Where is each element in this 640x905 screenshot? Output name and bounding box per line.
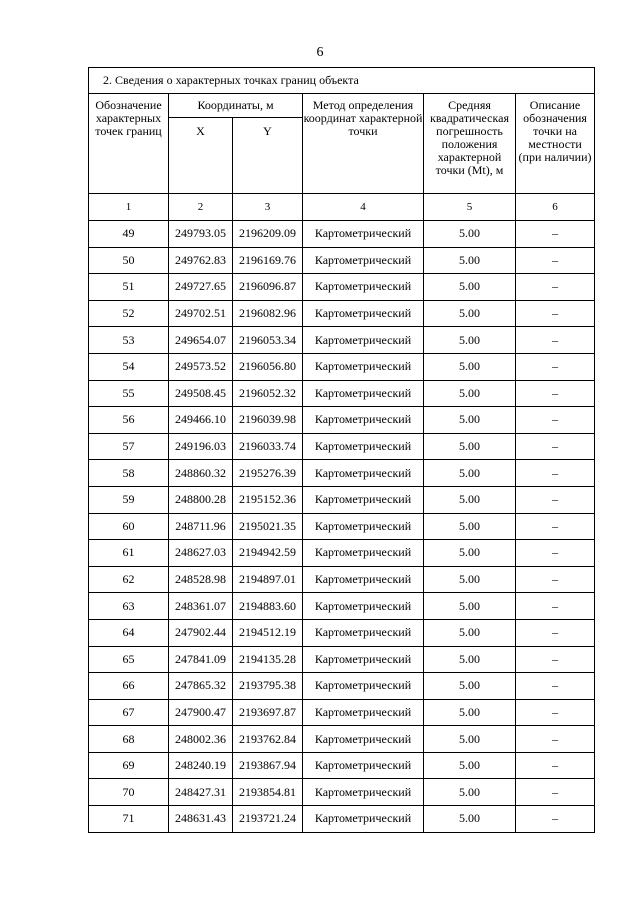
mt-cell: 5.00 (424, 221, 516, 248)
description-cell: – (516, 540, 595, 567)
mt-cell: 5.00 (424, 726, 516, 753)
column-number: 4 (303, 194, 424, 221)
x-cell: 248800.28 (169, 486, 233, 513)
column-number: 2 (169, 194, 233, 221)
description-cell: – (516, 407, 595, 434)
table-row (89, 726, 595, 753)
method-cell: Картометрический (303, 726, 424, 753)
x-cell: 248860.32 (169, 460, 233, 487)
point-cell: 66 (89, 673, 169, 700)
point-cell: 53 (89, 327, 169, 354)
x-cell: 249793.05 (169, 221, 233, 248)
y-cell: 2194512.19 (233, 619, 303, 646)
description-cell: – (516, 274, 595, 301)
method-cell: Картометрический (303, 699, 424, 726)
method-cell: Картометрический (303, 380, 424, 407)
y-cell: 2196052.32 (233, 380, 303, 407)
mt-cell: 5.00 (424, 327, 516, 354)
method-cell: Картометрический (303, 540, 424, 567)
y-cell: 2196039.98 (233, 407, 303, 434)
description-cell: – (516, 247, 595, 274)
mt-cell: 5.00 (424, 646, 516, 673)
column-number: 5 (424, 194, 516, 221)
mt-cell: 5.00 (424, 247, 516, 274)
x-cell: 248711.96 (169, 513, 233, 540)
x-cell: 249573.52 (169, 353, 233, 380)
point-cell: 69 (89, 752, 169, 779)
point-cell: 70 (89, 779, 169, 806)
method-cell: Картометрический (303, 673, 424, 700)
method-cell: Картометрический (303, 752, 424, 779)
x-cell: 249196.03 (169, 433, 233, 460)
method-cell: Картометрический (303, 619, 424, 646)
method-cell: Картометрический (303, 486, 424, 513)
table-row (89, 593, 595, 620)
description-cell: – (516, 752, 595, 779)
column-number: 1 (89, 194, 169, 221)
table-row (89, 221, 595, 248)
table-row (89, 353, 595, 380)
y-cell: 2193854.81 (233, 779, 303, 806)
description-cell: – (516, 646, 595, 673)
y-cell: 2194883.60 (233, 593, 303, 620)
description-cell: – (516, 673, 595, 700)
point-cell: 51 (89, 274, 169, 301)
table-row (89, 274, 595, 301)
x-cell: 249702.51 (169, 300, 233, 327)
description-cell: – (516, 699, 595, 726)
point-cell: 62 (89, 566, 169, 593)
description-cell: – (516, 513, 595, 540)
y-cell: 2196056.80 (233, 353, 303, 380)
y-cell: 2194942.59 (233, 540, 303, 567)
y-cell: 2195021.35 (233, 513, 303, 540)
point-cell: 71 (89, 806, 169, 833)
point-cell: 58 (89, 460, 169, 487)
x-cell: 249508.45 (169, 380, 233, 407)
table-row (89, 433, 595, 460)
y-cell: 2196082.96 (233, 300, 303, 327)
mt-cell: 5.00 (424, 513, 516, 540)
description-cell: – (516, 327, 595, 354)
table-row (89, 327, 595, 354)
point-cell: 63 (89, 593, 169, 620)
header-accuracy: Средняя квадратическая погрешность положения характерной точки (Mt), м (424, 94, 516, 194)
mt-cell: 5.00 (424, 593, 516, 620)
header-point-designation: Обозначение характерных точек границ (89, 94, 169, 194)
description-cell: – (516, 221, 595, 248)
mt-cell: 5.00 (424, 486, 516, 513)
mt-cell: 5.00 (424, 566, 516, 593)
column-number: 3 (233, 194, 303, 221)
x-cell: 247865.32 (169, 673, 233, 700)
point-cell: 50 (89, 247, 169, 274)
header-method: Метод определения координат характерной точки (303, 94, 424, 194)
y-cell: 2196209.09 (233, 221, 303, 248)
description-cell: – (516, 619, 595, 646)
method-cell: Картометрический (303, 513, 424, 540)
method-cell: Картометрический (303, 806, 424, 833)
x-cell: 248361.07 (169, 593, 233, 620)
method-cell: Картометрический (303, 221, 424, 248)
x-cell: 249727.65 (169, 274, 233, 301)
x-cell: 248631.43 (169, 806, 233, 833)
y-cell: 2195152.36 (233, 486, 303, 513)
x-cell: 249762.83 (169, 247, 233, 274)
x-cell: 248528.98 (169, 566, 233, 593)
x-cell: 248627.03 (169, 540, 233, 567)
y-cell: 2196033.74 (233, 433, 303, 460)
table-row (89, 566, 595, 593)
x-cell: 248427.31 (169, 779, 233, 806)
point-cell: 54 (89, 353, 169, 380)
y-cell: 2196096.87 (233, 274, 303, 301)
point-cell: 56 (89, 407, 169, 434)
mt-cell: 5.00 (424, 779, 516, 806)
method-cell: Картометрический (303, 274, 424, 301)
table-row (89, 752, 595, 779)
description-cell: – (516, 460, 595, 487)
table-row (89, 300, 595, 327)
method-cell: Картометрический (303, 779, 424, 806)
point-cell: 67 (89, 699, 169, 726)
table-row (89, 486, 595, 513)
mt-cell: 5.00 (424, 380, 516, 407)
mt-cell: 5.00 (424, 699, 516, 726)
point-cell: 55 (89, 380, 169, 407)
point-cell: 49 (89, 221, 169, 248)
y-cell: 2194897.01 (233, 566, 303, 593)
description-cell: – (516, 300, 595, 327)
description-cell: – (516, 380, 595, 407)
method-cell: Картометрический (303, 593, 424, 620)
column-number-row (89, 194, 595, 221)
method-cell: Картометрический (303, 433, 424, 460)
mt-cell: 5.00 (424, 673, 516, 700)
column-number: 6 (516, 194, 595, 221)
description-cell: – (516, 433, 595, 460)
table-row (89, 779, 595, 806)
method-cell: Картометрический (303, 460, 424, 487)
table-body (89, 221, 595, 833)
mt-cell: 5.00 (424, 540, 516, 567)
point-cell: 57 (89, 433, 169, 460)
description-cell: – (516, 779, 595, 806)
table-row (89, 380, 595, 407)
mt-cell: 5.00 (424, 752, 516, 779)
table-row (89, 646, 595, 673)
page-number: 6 (316, 45, 324, 60)
x-cell: 247841.09 (169, 646, 233, 673)
table-row (89, 673, 595, 700)
header-y: Y (233, 118, 303, 194)
y-cell: 2193697.87 (233, 699, 303, 726)
method-cell: Картометрический (303, 646, 424, 673)
description-cell: – (516, 806, 595, 833)
x-cell: 248002.36 (169, 726, 233, 753)
table-row (89, 699, 595, 726)
point-cell: 61 (89, 540, 169, 567)
point-cell: 59 (89, 486, 169, 513)
header-coordinates: Координаты, м (169, 94, 303, 118)
description-cell: – (516, 486, 595, 513)
description-cell: – (516, 566, 595, 593)
mt-cell: 5.00 (424, 274, 516, 301)
table-row (89, 513, 595, 540)
mt-cell: 5.00 (424, 806, 516, 833)
y-cell: 2193721.24 (233, 806, 303, 833)
method-cell: Картометрический (303, 247, 424, 274)
table-row (89, 619, 595, 646)
point-cell: 52 (89, 300, 169, 327)
x-cell: 247902.44 (169, 619, 233, 646)
x-cell: 249654.07 (169, 327, 233, 354)
method-cell: Картометрический (303, 300, 424, 327)
x-cell: 249466.10 (169, 407, 233, 434)
point-cell: 64 (89, 619, 169, 646)
point-cell: 68 (89, 726, 169, 753)
method-cell: Картометрический (303, 566, 424, 593)
table-row (89, 540, 595, 567)
description-cell: – (516, 593, 595, 620)
description-cell: – (516, 726, 595, 753)
point-cell: 65 (89, 646, 169, 673)
header-x: X (169, 118, 233, 194)
table-row (89, 407, 595, 434)
y-cell: 2196053.34 (233, 327, 303, 354)
mt-cell: 5.00 (424, 433, 516, 460)
mt-cell: 5.00 (424, 300, 516, 327)
y-cell: 2193795.38 (233, 673, 303, 700)
x-cell: 248240.19 (169, 752, 233, 779)
description-cell: – (516, 353, 595, 380)
mt-cell: 5.00 (424, 407, 516, 434)
section-title: 2. Сведения о характерных точках границ объекта (89, 68, 595, 94)
y-cell: 2195276.39 (233, 460, 303, 487)
table-row (89, 460, 595, 487)
y-cell: 2193762.84 (233, 726, 303, 753)
table-row (89, 247, 595, 274)
method-cell: Картометрический (303, 407, 424, 434)
table-row (89, 806, 595, 833)
boundary-points-table (88, 67, 595, 833)
point-cell: 60 (89, 513, 169, 540)
mt-cell: 5.00 (424, 619, 516, 646)
method-cell: Картометрический (303, 327, 424, 354)
y-cell: 2194135.28 (233, 646, 303, 673)
mt-cell: 5.00 (424, 353, 516, 380)
method-cell: Картометрический (303, 353, 424, 380)
y-cell: 2196169.76 (233, 247, 303, 274)
header-description: Описание обозначения точки на местности (при наличии) (516, 94, 595, 194)
y-cell: 2193867.94 (233, 752, 303, 779)
mt-cell: 5.00 (424, 460, 516, 487)
x-cell: 247900.47 (169, 699, 233, 726)
